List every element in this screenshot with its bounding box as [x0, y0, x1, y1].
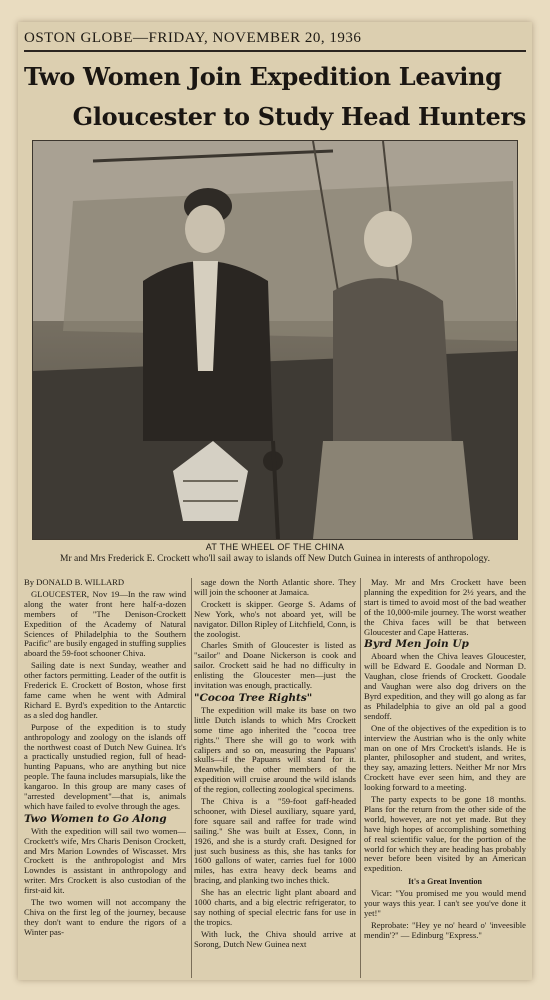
paragraph: With luck, the Chiva should arrive at Sorong, Dutch New Guinea next — [194, 928, 356, 949]
paragraph: The two women will not accompany the Chiva on the first leg of the journey, because they don't want to endure the rigors of a Winter pas- — [24, 897, 186, 937]
paragraph: The party expects to be gone 18 months. Plans for the return from the other side of the world, however, are not yet made. But they have high hopes of accomplishing something of real scientific value, for the portion of the world for which they are heading has probably never before been visited by an American expedition. — [364, 794, 526, 874]
paragraph: Purpose of the expedition is to study anthropology and zoology on the islands off the northwest coast of Dutch New Guinea. It's a practically unstudied region, full of head-hunting Papuans, who are anything but nice people. The fauna includes marsupials, like the kangaroo. In this group are many cases of "arrested development"—that is, animals which have failed to evolve through the ages. — [24, 721, 186, 811]
paragraph: Aboard when the Chiva leaves Gloucester, will be Edward E. Goodale and Norman D. Vaughan, close friends of Crockett. Goodale and Vaughan were also dog drivers on the Byrd expedition, and they will go along as far as Philadelphia to give an old pal a good sendoff. — [364, 651, 526, 721]
subheading: Byrd Men Join Up — [364, 638, 469, 651]
paragraph: sage down the North Atlantic shore. They will join the schooner at Jamaica. — [194, 578, 356, 597]
column-divider — [191, 578, 192, 978]
newspaper-clipping — [18, 22, 532, 980]
caption-title: AT THE WHEEL OF THE CHINA — [205, 542, 345, 552]
subheading: Two Women to Go Along — [24, 812, 167, 825]
paragraph: With the expedition will sail two women—Crockett's wife, Mrs Charis Denison Crockett, and Mrs Marion Lowndes of Wiscasset. Mrs Crockett is the anthropologist and Mrs Lowndes is assistant in anthropology and writer. Mrs Crockett is also custodian of the first-aid kit. — [24, 825, 186, 896]
paragraph: One of the objectives of the expedition is to interview the Austrian who is the only white man on one of Mrs Crockett's islands. He is planter, philosopher and student, and writes, they say, amazing letters. Neither Mr nor Mrs Crockett have ever seen him, and they are looking forward to a meeting. — [364, 722, 526, 793]
headline-line-1: Two Women Join Expedition Leaving — [24, 62, 502, 91]
paragraph: She has an electric light plant aboard and 1000 charts, and a big electric refrigerator, to say nothing of special electric fans for use in the tropics. — [194, 887, 356, 927]
headline-line-2: Gloucester to Study Head Hunters — [72, 102, 526, 131]
filler-heading: It's a Great Invention — [408, 877, 482, 887]
column-2 — [194, 578, 356, 978]
paragraph: Charles Smith of Gloucester is listed as "sailor" and Doane Nickerson is cook and sailor. Crockett said he had no difficulty in enlisting the Gloucester men—just the invitation was enough, practically. — [194, 640, 356, 691]
paragraph: Crockett is skipper. George S. Adams of New York, who's not aboard yet, will be navigator. Dillon Ripley of Litchfield, Conn, is the zoologist. — [194, 598, 356, 639]
article-body — [24, 578, 526, 980]
subheading: "Cocoa Tree Rights" — [194, 691, 313, 704]
photo-illustration — [33, 141, 517, 539]
paragraph: May. Mr and Mrs Crockett have been planning the expedition for 2½ years, and the start is timed to avoid most of the bad weather of the 10,000-mile journey. The worst weather the Chiva faces will be that between Gloucester and Cape Hatteras. — [364, 578, 526, 637]
column-1 — [24, 578, 186, 978]
filler-paragraph: Reprobate: "Hey ye no' heard o' 'inveesible mendin'?" — Edinburg "Express." — [364, 919, 526, 940]
paragraph: The Chiva is a "59-foot gaff-headed schooner, with Diesel auxiliary, square yard, fore square sail and raffee for trade wind sailing." She was built at Essex, Conn, in 1926, and she is a sturdy craft. Designed for just such business as this, she has tanks for 1600 gallons of water, carries fuel for 1000 miles, has extra heavy deck beams and bracing, and planking two inches thick. — [194, 796, 356, 886]
caption-text: Mr and Mrs Frederick E. Crockett who'll sail away to islands off New Dutch Guinea in interests of anthropology. — [60, 554, 490, 564]
column-divider — [360, 578, 361, 978]
paragraph: Sailing date is next Sunday, weather and other factors permitting. Leader of the outfit is Frederick E. Crockett of Boston, whose first fame came when he went with Admiral Richard E. Byrd's expedition to the Antarctic as a sled dog handler. — [24, 660, 186, 720]
byline: By DONALD B. WILLARD — [24, 578, 125, 587]
paragraph: The expedition will make its base on two little Dutch islands to which Mrs Crockett some time ago inherited the "cocoa tree rights." There she will go to work with calipers and so on, measuring the Papuans' skulls—if the Papuans will stand for it. Meanwhile, the other members of the expedition will cruise around the wild islands of the region, collecting zoological specimens. — [194, 704, 356, 795]
masthead: OSTON GLOBE—FRIDAY, NOVEMBER 20, 1936 — [24, 30, 362, 46]
masthead-rule — [24, 50, 526, 52]
filler-paragraph: Vicar: "You promised me you would mend your ways this year. I can't see you've done it yet!" — [364, 888, 526, 918]
article-photo — [32, 140, 518, 540]
column-3 — [364, 578, 526, 978]
paragraph: GLOUCESTER, Nov 19—In the raw wind along the water front here half-a-dozen members of "The Denison-Crockett Expedition of the Academy of Natural Sciences of Philadelphia to the Southern Pacific" are busily engaged in stuffing supplies aboard the 59-foot schooner Chiva. — [24, 588, 186, 659]
